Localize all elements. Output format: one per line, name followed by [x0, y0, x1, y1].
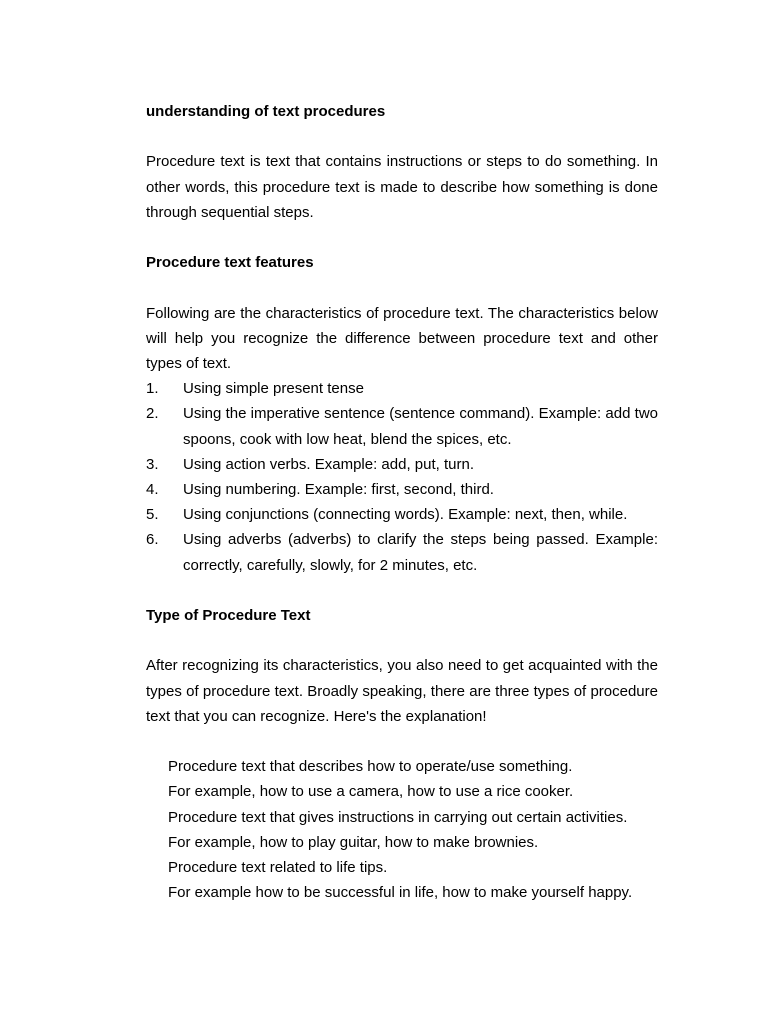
list-number: 4.: [146, 481, 159, 498]
list-item-text: Using action verbs. Example: add, put, turn.: [183, 455, 474, 473]
list-number: 5.: [146, 506, 159, 524]
section-heading-understanding: understanding of text procedures: [146, 103, 386, 120]
list-item: [146, 376, 658, 401]
list-item: [146, 401, 658, 451]
list-number: 2.: [146, 405, 159, 423]
section-heading-features: Procedure text features: [146, 254, 314, 272]
list-item: [146, 527, 658, 577]
types-list: [146, 754, 658, 905]
list-item-text: Using conjunctions (connecting words). Example: next, then, while.: [183, 506, 628, 524]
type-line: For example, how to use a camera, how to use a rice cooker.: [168, 783, 574, 801]
types-paragraph: After recognizing its characteristics, you also need to get acquainted with the types of procedure text. Broadly speaking, there are three types of procedure text that you can recognize. Here's the explanation!: [146, 657, 658, 725]
spacer: [146, 225, 658, 250]
features-list: [146, 376, 658, 578]
list-item: [146, 477, 658, 502]
list-item-text: Using numbering. Example: first, second, third.: [183, 481, 494, 498]
type-line: For example how to be successful in life, how to make yourself happy.: [168, 884, 633, 902]
type-line: Procedure text that describes how to operate/use something.: [168, 758, 573, 776]
list-number: 1.: [146, 380, 159, 398]
list-number: 6.: [146, 531, 159, 549]
spacer: [146, 275, 658, 300]
list-item-text: Using adverbs (adverbs) to clarify the steps being passed. Example: correctly, carefully, slowly, for 2 minutes, etc.: [183, 531, 658, 574]
definition-paragraph: Procedure text is text that contains instructions or steps to do something. In other words, this procedure text is made to describe how something is done through sequential steps.: [146, 153, 658, 221]
spacer: [146, 729, 658, 754]
type-line: For example, how to play guitar, how to make brownies.: [168, 833, 539, 851]
features-paragraph: Following are the characteristics of procedure text. The characteristics below will help you recognize the difference between procedure text and other types of text.: [146, 304, 658, 372]
document-page: [146, 99, 658, 905]
spacer: [146, 578, 658, 603]
spacer: [146, 124, 658, 149]
section-heading-types: Type of Procedure Text: [146, 607, 311, 624]
type-line: Procedure text related to life tips.: [168, 859, 388, 876]
list-item: [146, 452, 658, 477]
type-line: Procedure text that gives instructions in carrying out certain activities.: [168, 808, 628, 826]
list-item-text: Using simple present tense: [183, 380, 364, 398]
list-item-text: Using the imperative sentence (sentence command). Example: add two spoons, cook with low heat, blend the spices, etc.: [183, 405, 658, 448]
list-item: [146, 502, 658, 527]
spacer: [146, 628, 658, 653]
list-number: 3.: [146, 455, 159, 473]
